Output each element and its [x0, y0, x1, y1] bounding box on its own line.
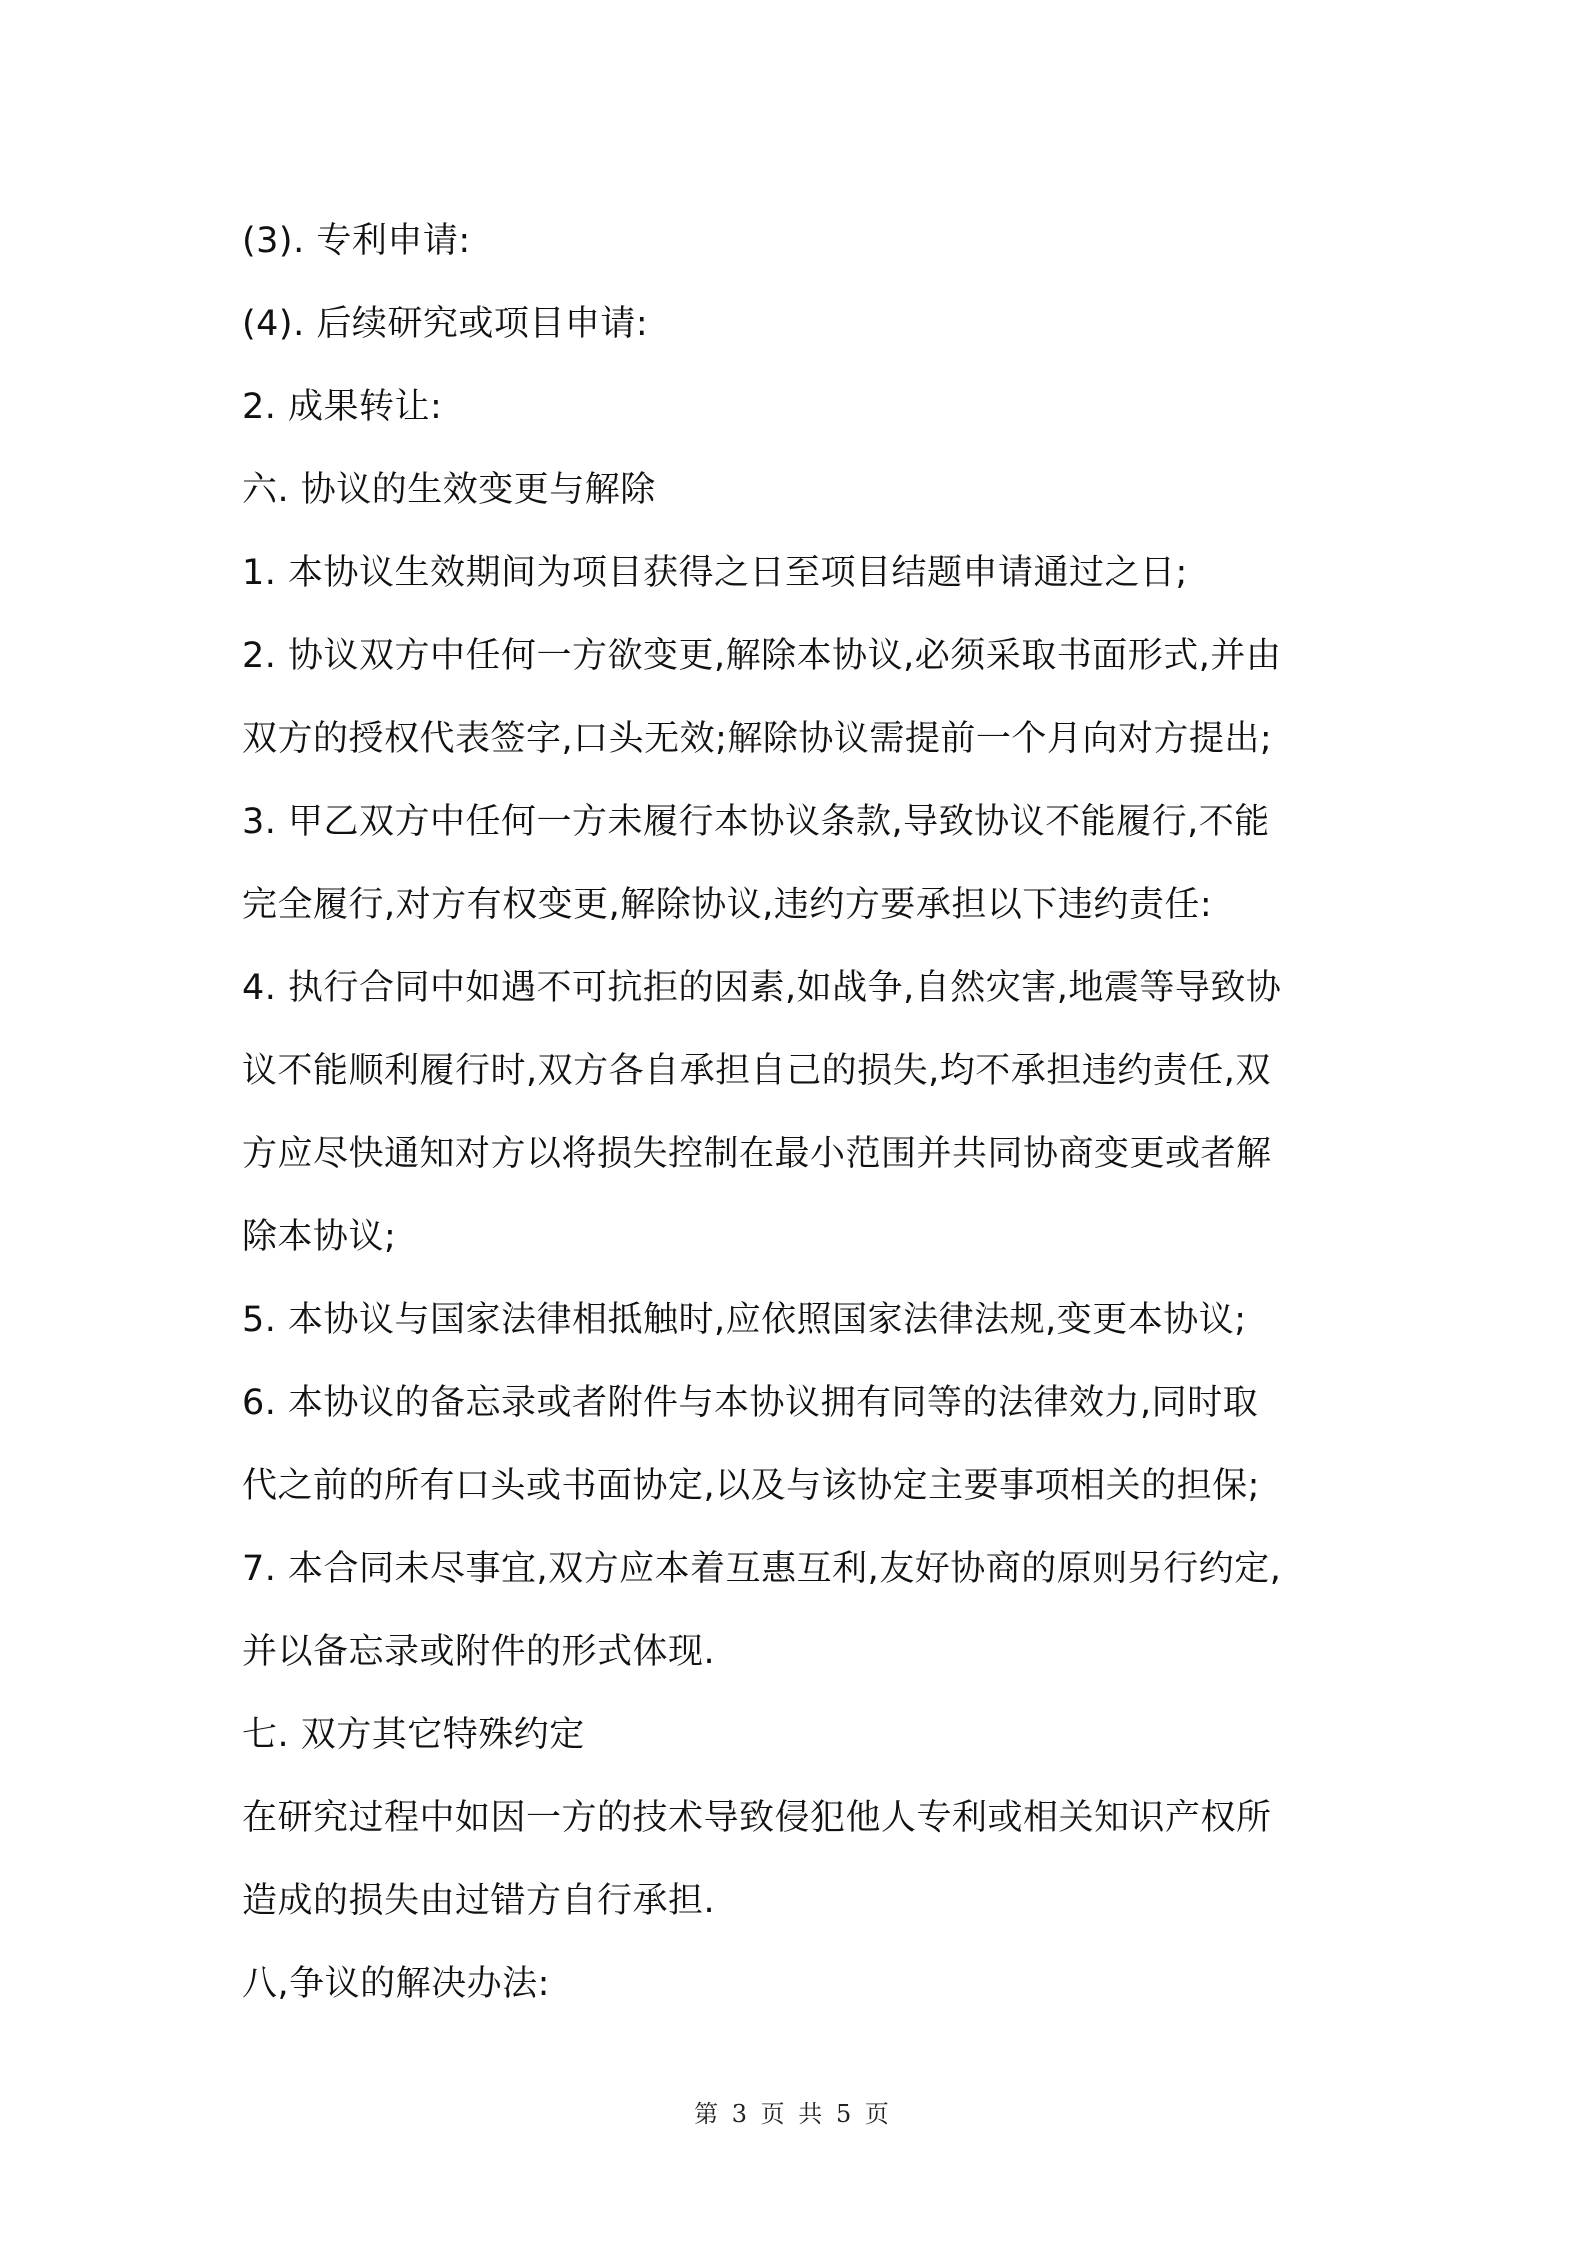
text-line: 方应尽快通知对方以将损失控制在最小范围并共同协商变更或者解	[242, 1134, 1272, 1174]
text-line: (3). 专利申请:	[242, 221, 471, 261]
text-line: 6. 本协议的备忘录或者附件与本协议拥有同等的法律效力,同时取	[242, 1383, 1259, 1423]
document-body	[242, 200, 1372, 2026]
text-line: 1. 本协议生效期间为项目获得之日至项目结题申请通过之日;	[242, 553, 1188, 593]
section-heading: 八,争议的解决办法:	[242, 1964, 550, 2004]
section-heading: 七. 双方其它特殊约定	[242, 1715, 585, 1755]
text-line: 议不能顺利履行时,双方各自承担自己的损失,均不承担违约责任,双	[242, 1051, 1271, 1091]
text-line: 代之前的所有口头或书面协定,以及与该协定主要事项相关的担保;	[242, 1466, 1260, 1506]
text-line: 2. 成果转让:	[242, 387, 443, 427]
text-line: 5. 本协议与国家法律相抵触时,应依照国家法律法规,变更本协议;	[242, 1300, 1247, 1340]
section-heading: 六. 协议的生效变更与解除	[242, 470, 656, 510]
text-line: 在研究过程中如因一方的技术导致侵犯他人专利或相关知识产权所	[242, 1798, 1272, 1838]
text-line: 7. 本合同未尽事宜,双方应本着互惠互利,友好协商的原则另行约定,	[242, 1549, 1282, 1589]
text-line: 双方的授权代表签字,口头无效;解除协议需提前一个月向对方提出;	[242, 719, 1273, 759]
text-line: 4. 执行合同中如遇不可抗拒的因素,如战争,自然灾害,地震等导致协	[242, 968, 1282, 1008]
text-line: 除本协议;	[242, 1217, 397, 1257]
page-footer: 第 3 页 共 5 页	[694, 2100, 892, 2128]
text-line: 3. 甲乙双方中任何一方未履行本协议条款,导致协议不能履行,不能	[242, 802, 1270, 842]
text-line: 造成的损失由过错方自行承担.	[242, 1881, 716, 1921]
text-line: 并以备忘录或附件的形式体现.	[242, 1632, 716, 1672]
text-line: 2. 协议双方中任何一方欲变更,解除本协议,必须采取书面形式,并由	[242, 636, 1282, 676]
text-line: (4). 后续研究或项目申请:	[242, 304, 649, 344]
text-line: 完全履行,对方有权变更,解除协议,违约方要承担以下违约责任:	[242, 885, 1213, 925]
